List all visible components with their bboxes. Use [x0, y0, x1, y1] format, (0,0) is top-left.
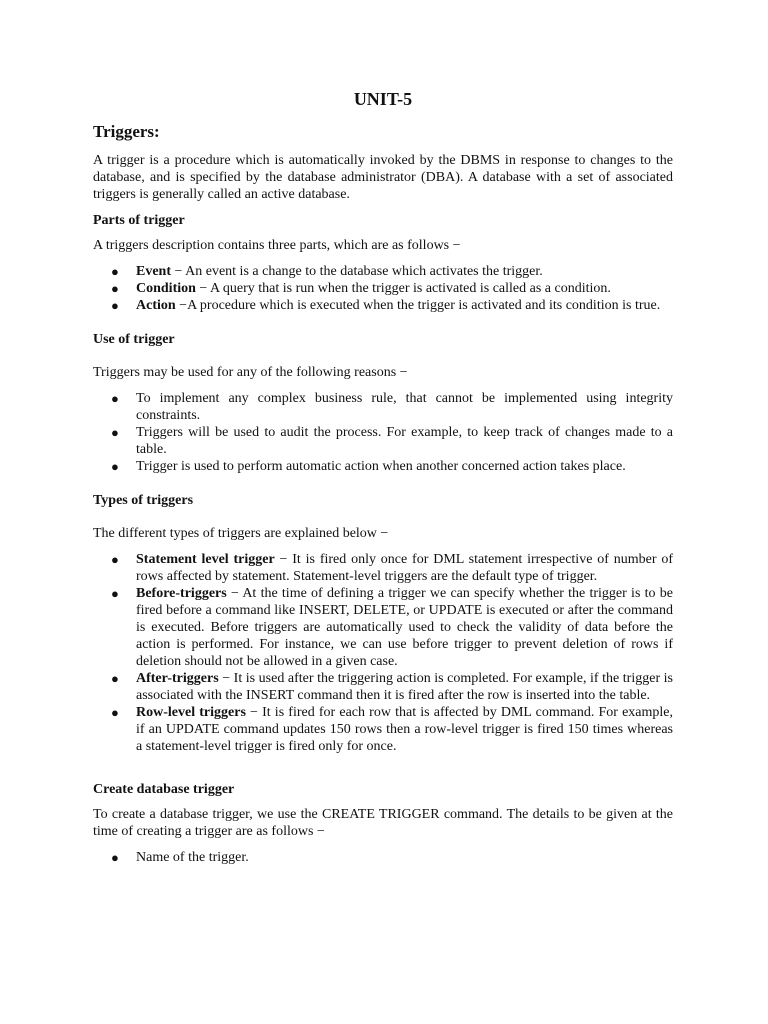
- list-item-term: After-triggers: [136, 671, 219, 686]
- create-heading: Create database trigger: [93, 782, 235, 797]
- bullet-icon: ●: [111, 391, 119, 406]
- list-item: [93, 263, 673, 280]
- list-item: [93, 585, 673, 670]
- bullet-icon: ●: [111, 586, 119, 601]
- types-list: [93, 551, 673, 755]
- list-item: [93, 280, 673, 297]
- list-item-text: Name of the trigger.: [136, 850, 249, 865]
- list-item-text: −A procedure which is executed when the trigger is activated and its condition is true.: [175, 298, 661, 313]
- page-title: UNIT-5: [353, 89, 413, 109]
- list-item: [93, 704, 673, 755]
- parts-heading: Parts of trigger: [93, 213, 185, 228]
- list-item-term: Before-triggers: [136, 586, 227, 601]
- list-item: [93, 849, 673, 866]
- list-item: [93, 670, 673, 704]
- use-list: [93, 390, 673, 475]
- section-title: Triggers:: [93, 122, 160, 141]
- bullet-icon: ●: [111, 459, 119, 474]
- list-item: [93, 458, 673, 475]
- list-item-text: − A query that is run when the trigger is activated is called as a condition.: [195, 281, 611, 296]
- parts-list: [93, 263, 673, 314]
- bullet-icon: ●: [111, 705, 119, 720]
- list-item-text: − An event is a change to the database which activates the trigger.: [171, 264, 543, 279]
- list-item-text: − At the time of defining a trigger we can specify whether the trigger is to be fired before a command like INSERT, DELETE, or UPDATE is executed or after the command is executed. Before triggers are automatically used to check the validity of data before the action is performed. For instance, we can use before trigger to prevent deletion of rows if deletion should not be allowed in a given case.: [136, 586, 673, 669]
- types-lead: The different types of triggers are explained below −: [93, 526, 389, 541]
- bullet-icon: ●: [111, 850, 119, 865]
- use-lead: Triggers may be used for any of the following reasons −: [93, 365, 408, 380]
- document-body: [93, 88, 673, 874]
- intro-paragraph: A trigger is a procedure which is automatically invoked by the DBMS in response to changes to the database, and is specified by the database administrator (DBA). A database with a set of associated triggers is generally called an active database.: [93, 153, 673, 202]
- list-item-text: − It is used after the triggering action is completed. For example, if the trigger is associated with the INSERT command then it is fired after the row is inserted into the table.: [136, 671, 673, 703]
- bullet-icon: ●: [111, 281, 119, 296]
- list-item-term: Action: [136, 298, 176, 313]
- list-item: [93, 424, 673, 458]
- list-item-term: Row-level triggers: [136, 705, 246, 720]
- create-lead: To create a database trigger, we use the CREATE TRIGGER command. The details to be given at the time of creating a trigger are as follows −: [93, 807, 673, 839]
- list-item: [93, 297, 673, 314]
- list-item: [93, 390, 673, 424]
- list-item-text: − It is fired only once for DML statement irrespective of number of rows affected by statement. Statement-level triggers are the default type of trigger.: [136, 552, 673, 584]
- parts-lead: A triggers description contains three parts, which are as follows −: [93, 238, 461, 253]
- bullet-icon: ●: [111, 425, 119, 440]
- list-item-text: Trigger is used to perform automatic action when another concerned action takes place.: [136, 459, 626, 474]
- list-item-term: Condition: [136, 281, 196, 296]
- list-item-text: − It is fired for each row that is affected by DML command. For example, if an UPDATE command updates 150 rows then a row-level trigger is fired 150 times whereas a statement-level trigger is fired only for once.: [136, 705, 673, 754]
- list-item-term: Event: [136, 264, 171, 279]
- use-heading: Use of trigger: [93, 332, 175, 347]
- bullet-icon: ●: [111, 264, 119, 279]
- bullet-icon: ●: [111, 298, 119, 313]
- list-item-text: To implement any complex business rule, that cannot be implemented using integrity constraints.: [136, 391, 673, 423]
- bullet-icon: ●: [111, 552, 119, 567]
- bullet-icon: ●: [111, 671, 119, 686]
- list-item-text: Triggers will be used to audit the process. For example, to keep track of changes made to a table.: [136, 425, 673, 457]
- types-heading: Types of triggers: [93, 493, 194, 508]
- list-item: [93, 551, 673, 585]
- list-item-term: Statement level trigger: [136, 552, 275, 567]
- create-list: [93, 849, 673, 866]
